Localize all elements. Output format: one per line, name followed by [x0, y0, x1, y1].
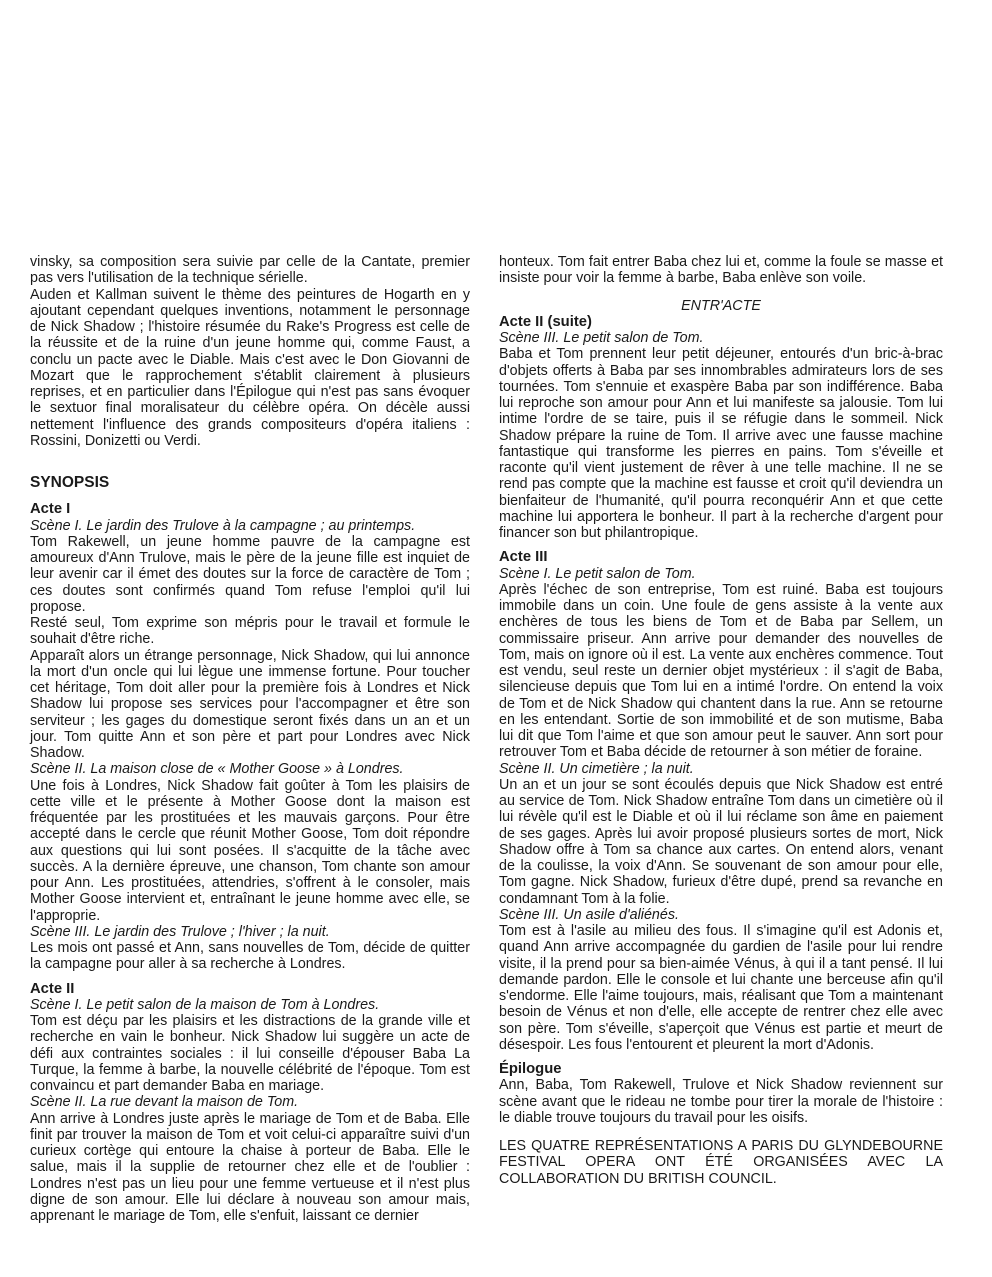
continuation-paragraph: honteux. Tom fait entrer Baba chez lui et, comme la foule se masse et insiste pour voir la femme à barbe, Baba enlève son voile.	[499, 254, 943, 287]
act-heading: Acte II (suite)	[499, 313, 592, 330]
scene-heading: Scène III. Le jardin des Trulove ; l'hiver ; la nuit.	[30, 923, 330, 940]
act-heading: Épilogue	[499, 1061, 562, 1077]
scene-paragraph: Une fois à Londres, Nick Shadow fait goûter à Tom les plaisirs de cette ville et le présente à Mother Goose dont la maison est fréquentée par les prostituées et les mauvais garçons. Pour être accepté dans le cercle que réunit Mother Goose, Tom doit répondre aux questions qui lui sont posées. Il s'acquitte de la tâche avec succès. A la dernière épreuve, une chanson, Tom chante son amour pour Ann. Les prostituées, attendries, s'offrent à le consoler, mais Mother Goose intervient et, entraînant le jeune homme avec elle, se l'approprie.	[30, 777, 470, 924]
closing-note: LES QUATRE REPRÉSENTATIONS A PARIS DU GLYNDEBOURNE FESTIVAL OPERA ONT ÉTÉ ORGANISÉES AVEC LA COLLABORATION DU BRITISH COUNCIL.	[499, 1138, 943, 1187]
act-heading: Acte II	[30, 980, 75, 997]
entracte-heading: ENTR'ACTE	[681, 297, 761, 314]
scene-paragraph: Un an et un jour se sont écoulés depuis que Nick Shadow est entré au service de Tom. Nick Shadow entraîne Tom dans un cimetière où il lui révèle qu'il est le Diable et où il lui réclame son âme en paiement de ses gages. Après lui avoir proposé plusieurs sortes de mort, Nick Shadow offre à Tom sa chance aux cartes. On entend alors, venant de la coulisse, la voix d'Ann. Se souvenant de son amour pour elle, Tom gagne. Nick Shadow, furieux d'être dupé, prend sa revanche en condamnant Tom à la folie.	[499, 776, 943, 907]
scene-paragraph: Après l'échec de son entreprise, Tom est ruiné. Baba est toujours immobile dans un coin. Une foule de gens assiste à la vente aux enchères de tous les biens de Tom et de Baba par Sellem, un commissaire priseur. Ann arrive pour demander des nouvelles de Tom, mais on ignore où il est. La vente aux enchères commence. Tout est vendu, seul reste un dernier objet mystérieux : il s'agit de Baba, silencieuse depuis que Tom lui en a intimé l'ordre. On entend la voix de Tom et de Nick Shadow qui chantent dans la rue. Ann se retourne en les entendant. Sortie de son immobilité et de son mutisme, Baba lui dit que Tom l'aime et que son amour peut le sauver. Ann sort pour retrouver Tom et Baba décide de retourner à son métier de foraine.	[499, 581, 943, 761]
synopsis-heading: SYNOPSIS	[30, 474, 110, 491]
scene-paragraph: Tom est à l'asile au milieu des fous. Il s'imagine qu'il est Adonis et, quand Ann arrive accompagnée du gardien de l'asile pour lui rendre visite, il la prend pour sa bien-aimée Vénus, à qui il a tant pensé. Il lui demande pardon. Elle le console et lui chante une berceuse afin qu'il s'endorme. Elle l'aime toujours, mais, réalisant que Tom a maintenant besoin de Vénus et non d'elle, elle accepte de rentrer chez elle avec son père. Tom s'éveille, s'aperçoit que Vénus est partie et meurt de désespoir. Les fous l'entourent et pleurent la mort d'Adonis.	[499, 923, 943, 1053]
scene-heading: Scène III. Un asile d'aliénés.	[499, 906, 679, 923]
scene-paragraph: Tom est déçu par les plaisirs et les distractions de la grande ville et recherche en vain le bonheur. Nick Shadow lui suggère un acte de défi aux contraintes sociales : il lui conseille d'épouser Baba La Turque, la femme à barbe, la nouvelle célébrité de l'époque. Tom est convaincu et part demander Baba en mariage.	[30, 1013, 470, 1094]
epilogue-paragraph: Ann, Baba, Tom Rakewell, Trulove et Nick Shadow reviennent sur scène avant que le rideau ne tombe pour tirer la morale de l'histoire : le diable trouve toujours du travail pour les oisifs.	[499, 1077, 943, 1126]
scene-heading: Scène I. Le petit salon de la maison de Tom à Londres.	[30, 996, 380, 1013]
left-column	[30, 254, 470, 1224]
intro-paragraph: Auden et Kallman suivent le thème des peintures de Hogarth en y ajoutant cependant quelques inventions, notamment le personnage de Nick Shadow ; l'histoire résumée du Rake's Progress est celle de la réussite et de la ruine d'un jeune homme qui, comme Faust, a conclu un pacte avec le Diable. Mais c'est avec le Don Giovanni de Mozart que le rapprochement s'établit clairement à plusieurs reprises, et en particulier dans l'Épilogue qui n'est pas sans évoquer le sextuor final moralisateur du célèbre opéra. On décèle aussi nettement l'influence des grands compositeurs d'opéra italiens : Rossini, Donizetti ou Verdi.	[30, 286, 470, 449]
scene-heading: Scène II. Un cimetière ; la nuit.	[499, 760, 694, 777]
scene-heading: Scène I. Le jardin des Trulove à la campagne ; au printemps.	[30, 517, 416, 534]
scene-heading: Scène I. Le petit salon de Tom.	[499, 565, 696, 582]
scene-paragraph: Baba et Tom prennent leur petit déjeuner, entourés d'un bric-à-brac d'objets offerts à Baba par ses innombrables admirateurs lors de ses tournées. Tom s'ennuie et exaspère Baba par son indifférence. Baba lui reproche son amour pour Ann et lui manifeste sa jalousie. Tom lui intime l'ordre de se taire, puis il se réfugie dans le sommeil. Nick Shadow prépare la ruine de Tom. Il arrive avec une fausse machine fantastique qui transforme les pierres en pains. Tom s'éveille et raconte qu'il vient justement de rêver à une telle machine. Il ne se rend pas compte que la machine est fausse et croit qu'il deviendra un bienfaiteur de l'humanité, qu'il pourra reconquérir Ann et que cette machine lui apportera le bonheur. Il part à la recherche d'argent pour financer son but philantropique.	[499, 346, 943, 541]
scene-paragraph: Tom Rakewell, un jeune homme pauvre de la campagne est amoureux d'Ann Trulove, mais le père de la jeune fille est inquiet de leur avenir car il émet des doutes sur la force de caractère de Tom ; ces doutes sont confirmés quand Tom refuse l'emploi qu'il lui propose.	[30, 533, 470, 615]
scene-heading: Scène II. La rue devant la maison de Tom.	[30, 1094, 299, 1111]
act-heading: Acte I	[30, 501, 71, 518]
scene-paragraph: Resté seul, Tom exprime son mépris pour le travail et formule le souhait d'être riche.	[30, 615, 470, 648]
scene-paragraph: Ann arrive à Londres juste après le mariage de Tom et de Baba. Elle finit par trouver la maison de Tom et voit celui-ci apparaître suivi d'un curieux cortège qui entoure la chaise à porteur de Baba. Elle le salue, mais il la supplie de retourner chez elle et de l'oublier : Londres n'est pas un lieu pour une femme vertueuse et il n'est plus digne de son amour. Elle lui déclare à nouveau son amour mais, apprenant le mariage de Tom, elle s'enfuit, laissant ce dernier	[30, 1110, 470, 1224]
scene-heading: Scène III. Le petit salon de Tom.	[499, 330, 704, 346]
right-column	[499, 254, 943, 1187]
act-heading: Acte III	[499, 549, 548, 566]
scene-heading: Scène II. La maison close de « Mother Goose » à Londres.	[30, 761, 404, 778]
intro-paragraph: vinsky, sa composition sera suivie par celle de la Cantate, premier pas vers l'utilisation de la technique sérielle.	[30, 254, 470, 287]
scene-paragraph: Les mois ont passé et Ann, sans nouvelles de Tom, décide de quitter la campagne pour aller à sa recherche à Londres.	[30, 940, 470, 973]
scene-paragraph: Apparaît alors un étrange personnage, Nick Shadow, qui lui annonce la mort d'un oncle qui lui lègue une immense fortune. Pour toucher cet héritage, Tom doit aller pour la première fois à Londres et Nick Shadow lui propose ses services pour l'accompagner et être son serviteur ; les gages du domestique seront fixés dans un an et un jour. Tom quitte Ann et son père et part pour Londres avec Nick Shadow.	[30, 647, 470, 761]
